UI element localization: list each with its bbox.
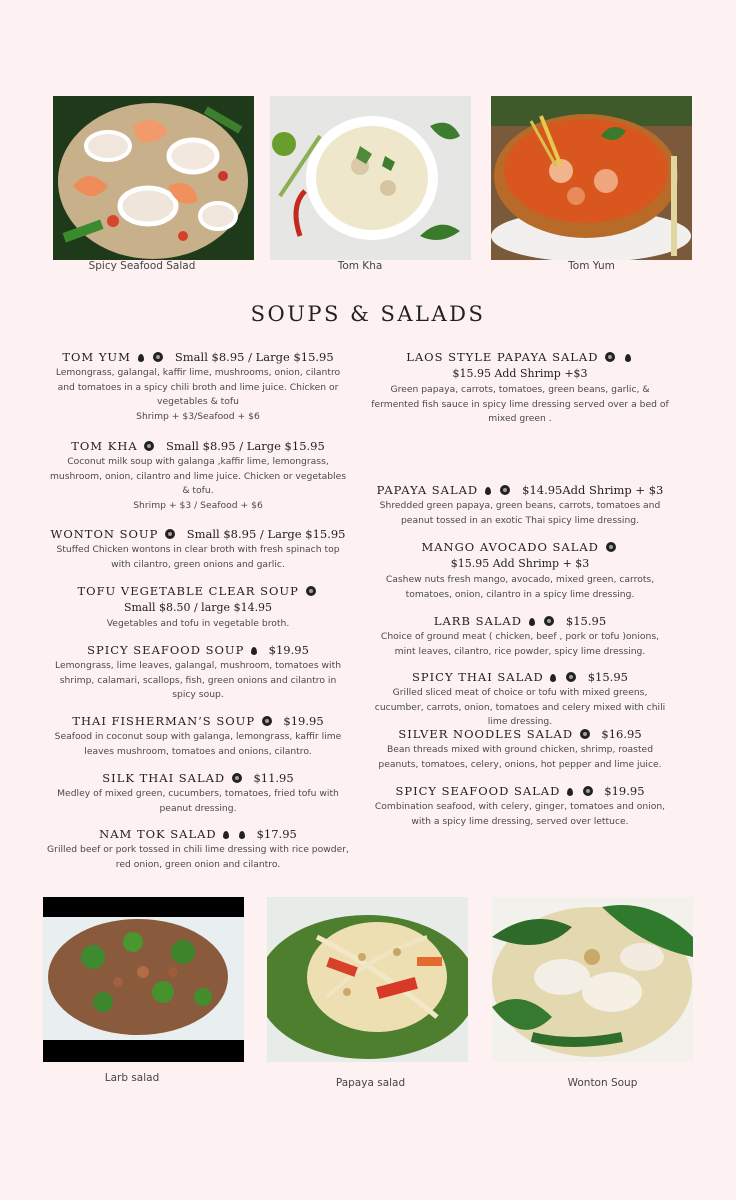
menu-item-larb-salad [371,613,669,659]
menu-item-silk-thai-salad [47,770,349,816]
item-description: Green papaya, carrots, tomatoes, green beans, garlic, & fermented fish sauce in spicy lime dressing served over a bed of mixed green . [371,384,669,425]
menu-item-tom-kha [47,438,349,513]
gluten-free-icon [583,786,593,796]
menu-item-spicy-thai-salad [371,669,669,730]
caption-papaya-salad: Papaya salad [335,1077,406,1089]
item-price: $19.95 [268,643,309,657]
item-name: SILK THAI SALAD [102,771,226,785]
gluten-free-icon [232,773,242,783]
photo-larb-salad [43,897,244,1062]
gluten-free-icon [165,529,175,539]
item-price: Small $8.95 / Large $15.95 [174,350,334,364]
item-description: Stuffed Chicken wontons in clear broth with fresh spinach top with cilantro, green onions and garlic. [56,544,340,570]
item-price: $15.95 Add Shrimp +$3 [452,367,588,380]
spicy-icon [625,353,631,362]
menu-item-spicy-seafood-soup [47,642,349,703]
menu-item-silver-noodles-salad [371,726,669,772]
gluten-free-icon [605,352,615,362]
item-description: Lemongrass, lime leaves, galangal, mushroom, tomatoes with shrimp, calamari, scallops, fish, green onions and cilantro in spicy soup. [54,660,342,701]
item-name: LAOS STYLE PAPAYA SALAD [406,350,599,364]
item-price: $16.95 [601,727,642,741]
menu-item-papaya-salad [371,482,669,528]
item-price: $19.95 [604,784,645,798]
item-name: SPICY SEAFOOD SALAD [395,784,561,798]
menu-item-thai-fishermans-soup [47,713,349,759]
photo-tom-yum [491,96,692,260]
item-name: TOM YUM [62,350,131,364]
item-name: NAM TOK SALAD [99,827,217,841]
item-name: SPICY THAI SALAD [412,670,544,684]
menu-item-laos-style-papaya-salad [371,349,669,427]
menu-item-nam-tok-salad [47,826,349,872]
right-column [371,349,669,839]
photo-papaya-salad [267,897,468,1062]
spicy-icon [138,353,144,362]
item-extra: Shrimp + $3 / Seafood + $6 [133,499,263,511]
item-name: TOM KHA [71,439,138,453]
photo-tom-kha [270,96,471,260]
photo-spicy-seafood-salad [53,96,254,260]
item-name: MANGO AVOCADO SALAD [421,540,599,554]
menu-item-mango-avocado-salad [371,539,669,602]
item-description: Lemongrass, galangal, kaffir lime, mushrooms, onion, cilantro and tomatoes in a spicy chili broth and lime juice. Chicken or vegetables & tofu [55,367,341,408]
item-description: Seafood in coconut soup with galanga, lemongrass, kaffir lime leaves mushroom, tomatoes and onions, cilantro. [54,731,342,757]
menu-item-spicy-seafood-salad [371,783,669,829]
item-price: Small $8.95 / Large $15.95 [186,527,346,541]
gluten-free-icon [606,542,616,552]
item-name: PAPAYA SALAD [376,483,479,497]
gluten-free-icon [144,441,154,451]
caption-spicy-seafood-salad: Spicy Seafood Salad [88,260,196,272]
item-name: THAI FISHERMAN’S SOUP [72,714,256,728]
gluten-free-icon [500,485,510,495]
menu-item-tofu-vegetable-clear-soup [47,583,349,632]
item-price: $14.95Add Shrimp + $3 [522,483,664,497]
item-name: LARB SALAD [433,614,522,628]
spicy-icon [485,486,491,495]
item-price: $19.95 [283,714,324,728]
menu-item-wonton-soup [47,526,349,572]
item-price: $15.95 [565,614,607,628]
item-description: Grilled beef or pork tossed in chili lime dressing with rice powder, red onion, green onion and cilantro. [47,844,349,870]
item-description: Combination seafood, with celery, ginger, tomatoes and onion, with a spicy lime dressing, served over lettuce. [374,801,666,827]
caption-tom-yum: Tom Yum [568,260,615,272]
item-name: SPICY SEAFOOD SOUP [87,643,245,657]
caption-wonton-soup: Wonton Soup [567,1077,638,1089]
gluten-free-icon [580,729,590,739]
item-description: Bean threads mixed with ground chicken, shrimp, roasted peanuts, tomatoes, celery, onions, hot pepper and lime juice. [378,744,662,770]
item-name: WONTON SOUP [50,527,159,541]
photo-wonton-soup [492,897,693,1062]
spicy-icon [550,673,556,682]
item-description: Cashew nuts fresh mango, avocado, mixed green, carrots, tomatoes, onion, cilantro in a spicy lime dressing. [385,574,655,600]
spicy-icon [239,830,245,839]
item-price: Small $8.95 / Large $15.95 [165,439,325,453]
gluten-free-icon [306,586,316,596]
spicy-icon [567,787,573,796]
item-price: $15.95 [587,670,628,684]
gluten-free-icon [544,616,554,626]
menu-item-tom-yum [47,349,349,424]
item-price: $15.95 Add Shrimp + $3 [450,557,590,570]
gluten-free-icon [566,672,576,682]
item-description: Coconut milk soup with galanga ,kaffir lime, lemongrass, mushroom, onion, cilantro and lime juice. Chicken or vegetables & tofu. [49,456,347,497]
item-name: SILVER NOODLES SALAD [398,727,574,741]
item-description: Medley of mixed green, cucumbers, tomatoes, fried tofu with peanut dressing. [57,788,339,814]
caption-larb-salad: Larb salad [104,1072,160,1084]
caption-tom-kha: Tom Kha [337,260,383,272]
item-price: $11.95 [253,771,294,785]
item-price: $17.95 [256,827,297,841]
item-name: TOFU VEGETABLE CLEAR SOUP [77,584,299,598]
item-description: Choice of ground meat ( chicken, beef , pork or tofu )onions, mint leaves, cilantro, rice powder, spicy lime dressing. [380,631,660,657]
item-price: Small $8.50 / large $14.95 [123,601,273,614]
gluten-free-icon [262,716,272,726]
item-description: Vegetables and tofu in vegetable broth. [106,618,290,629]
spicy-icon [251,646,257,655]
left-column [47,349,349,879]
gluten-free-icon [153,352,163,362]
item-description: Shredded green papaya, green beans, carrots, tomatoes and peanut tossed in an exotic Thai spicy lime dressing. [379,500,661,526]
spicy-icon [529,617,535,626]
spicy-icon [223,830,229,839]
item-extra: Shrimp + $3/Seafood + $6 [136,410,260,422]
item-description: Grilled sliced meat of choice or tofu with mixed greens, cucumber, carrots, onion, tomatoes and celery mixed with chili lime dressing. [374,687,666,728]
section-heading: SOUPS & SALADS [250,302,486,326]
